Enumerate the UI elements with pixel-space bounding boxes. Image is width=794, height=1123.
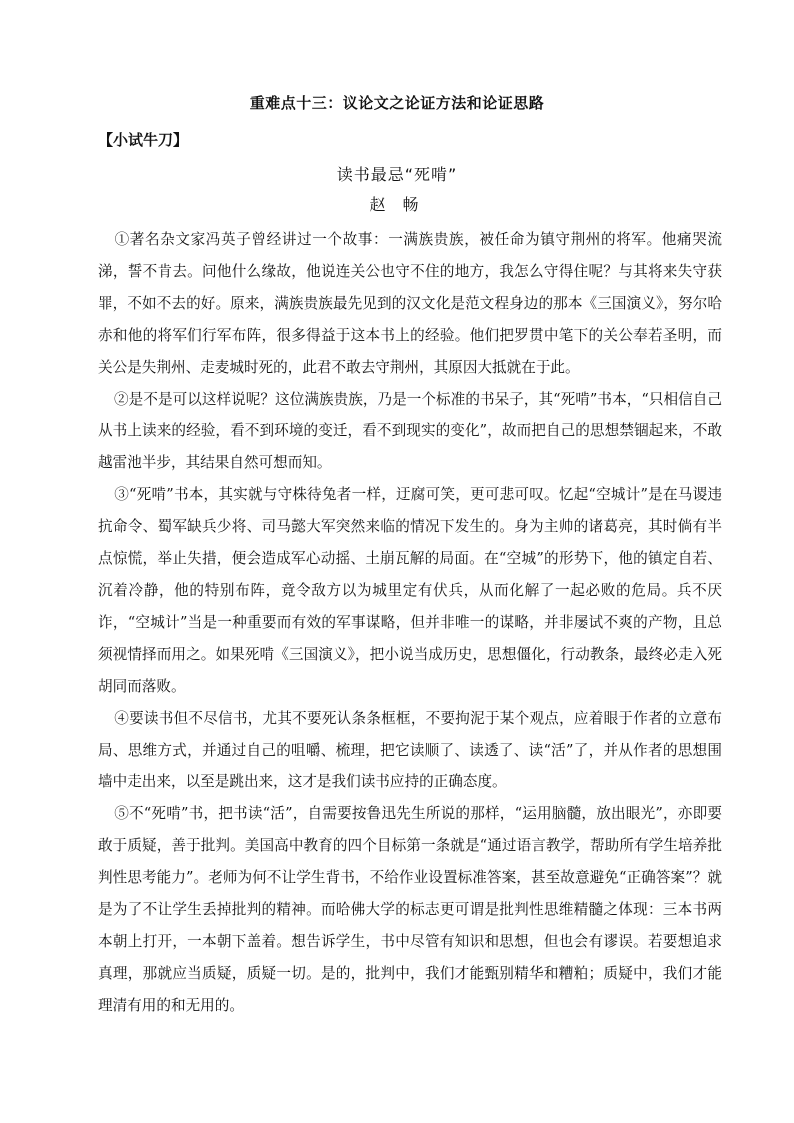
paragraph-1 xyxy=(98,224,722,384)
article-author: 赵 畅 xyxy=(369,195,425,214)
section-label: 【小试牛刀】 xyxy=(98,131,189,149)
paragraph-4-text: ④要读书但不尽信书，尤其不要死认条条框框，不要拘泥于某个观点，应着眼于作者的立意布局、思维方式，并通过自己的咀嚼、梳理，把它读顺了、读透了、读“活”了，并从作者的思想围墙中走出来，以至是跳出来，这才是我们读书应持的正确态度。 xyxy=(98,709,722,791)
paragraph-3-text: ③“死啃”书本，其实就与守株待兔者一样，迂腐可笑，更可悲可叹。忆起“空城计”是在马谡违抗命令、蜀军缺兵少将、司马懿大军突然来临的情况下发生的。身为主帅的诸葛亮，其时倘有半点惊慌，举止失措，便会造成军心动摇、土崩瓦解的局面。在“空城”的形势下，他的镇定自若、沉着冷静，他的特别布阵，竟令敌方以为城里定有伏兵，从而化解了一起必败的危局。兵不厌诈，“空城计”当是一种重要而有效的军事谋略，但并非唯一的谋略，并非屡试不爽的产物，且总须视情择而用之。如果死啃《三国演义》，把小说当成历史，思想僵化，行动教条，最终必走入死胡同而落败。 xyxy=(98,486,722,695)
article-body xyxy=(98,224,722,1022)
article-title: 读书最忌“死啃” xyxy=(336,165,458,184)
paragraph-3 xyxy=(98,479,722,702)
page-heading: 重难点十三：议论文之论证方法和论证思路 xyxy=(249,94,545,112)
paragraph-1-text: ①著名杂文家冯英子曾经讲过一个故事：一满族贵族，被任命为镇守荆州的将军。他痛哭流涕，誓不肯去。问他什么缘故，他说连关公也守不住的地方，我怎么守得住呢？与其将来失守获罪，不如不去的好。原来，满族贵族最先见到的汉文化是范文程身边的那本《三国演义》，努尔哈赤和他的将军们行军布阵，很多得益于这本书上的经验。他们把罗贯中笔下的关公奉若圣明，而关公是失荆州、走麦城时死的，此君不敢去守荆州，其原因大抵就在于此。 xyxy=(98,231,722,376)
paragraph-5 xyxy=(98,798,722,1021)
paragraph-4 xyxy=(98,703,722,799)
paragraph-2-text: ②是不是可以这样说呢？这位满族贵族，乃是一个标准的书呆子，其“死啃”书本，“只相信自己从书上读来的经验，看不到环境的变迁，看不到现实的变化”，故而把自己的思想禁锢起来，不敢越雷池半步，其结果自然可想而知。 xyxy=(98,390,722,472)
paragraph-5-text: ⑤不“死啃”书，把书读“活”，自需要按鲁迅先生所说的那样，“运用脑髓，放出眼光”，亦即要敢于质疑，善于批判。美国高中教育的四个目标第一条就是“通过语言教学，帮助所有学生培养批判性思考能力”。老师为何不让学生背书，不给作业设置标准答案，甚至故意避免“正确答案”？就是为了不让学生丢掉批判的精神。而哈佛大学的标志更可谓是批判性思维精髓之体现：三本书两本朝上打开，一本朝下盖着。想告诉学生，书中尽管有知识和思想，但也会有谬误。若要想追求真理，那就应当质疑，质疑一切。是的，批判中，我们才能甄别精华和糟粕；质疑中，我们才能理清有用的和无用的。 xyxy=(98,805,722,1014)
paragraph-2 xyxy=(98,384,722,480)
